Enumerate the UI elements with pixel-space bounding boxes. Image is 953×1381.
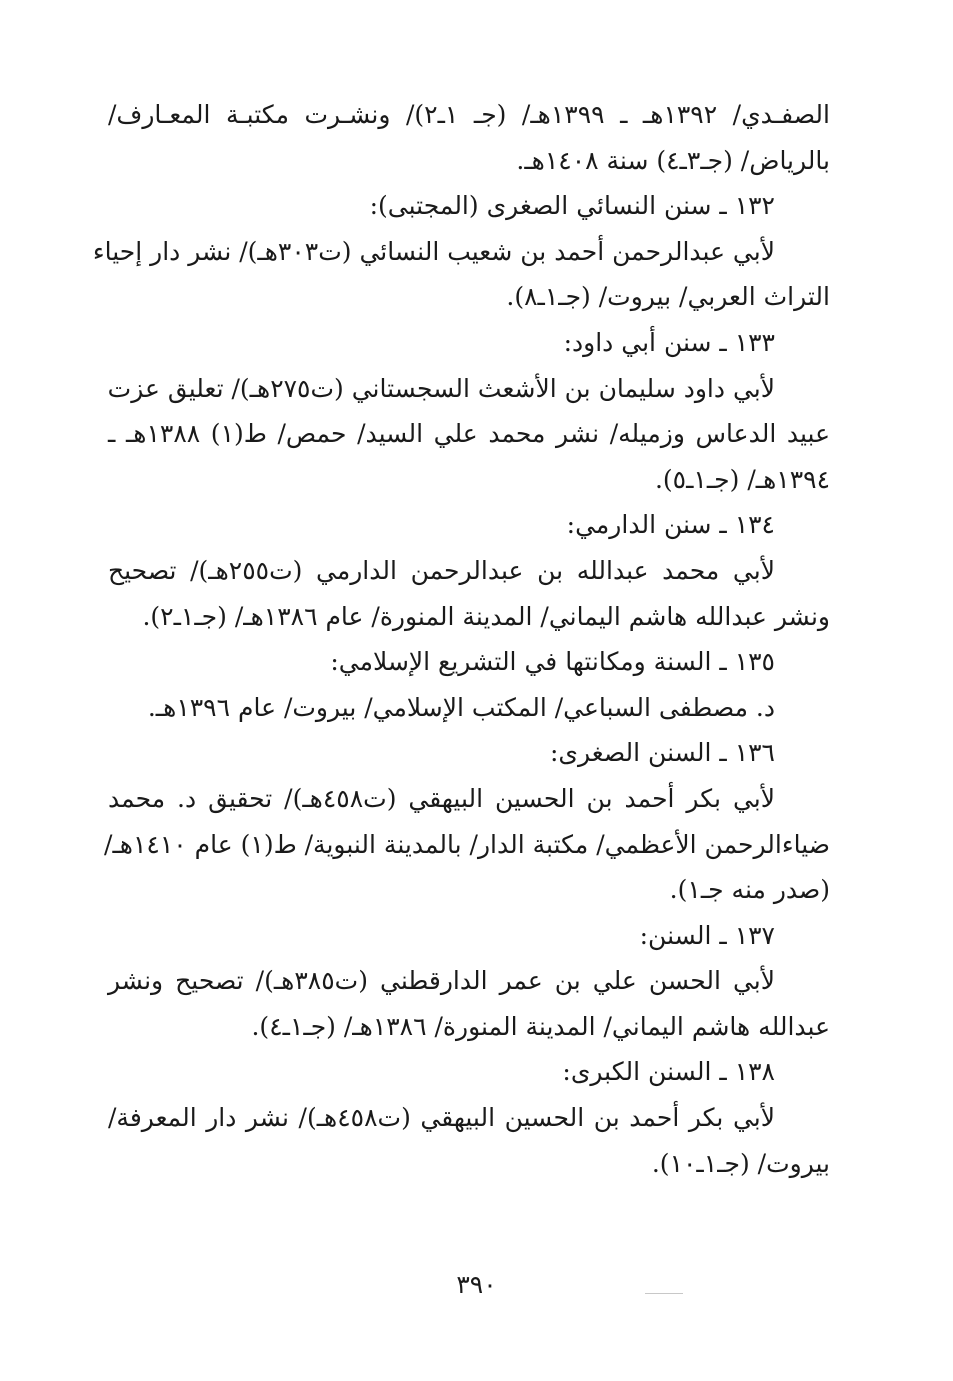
entry-137-line-2: عبدالله هاشم اليماني/ المدينة المنورة/ ١٣٨٦هـ/ (جـ١ـ٤). bbox=[251, 1011, 830, 1041]
entry-132-line-1: لأبي عبدالرحمن أحمد بن شعيب النسائي (ت٣٠٣هـ)/ نشر دار إحياء bbox=[92, 236, 775, 266]
entry-136-line-3: (صدر منه جـ١). bbox=[669, 875, 830, 905]
bibliography-text bbox=[92, 92, 831, 1186]
entry-137-heading: ١٣٧ ـ السنن: bbox=[639, 920, 775, 950]
entry-132-line-2: التراث العربي/ بيروت/ (جـ١ـ٨). bbox=[506, 282, 830, 312]
entry-138-line-2: بيروت/ (جـ١ـ١٠). bbox=[651, 1148, 830, 1178]
entry-135-line-1: د. مصطفى السباعي/ المكتب الإسلامي/ بيروت/ عام ١٣٩٦هـ. bbox=[147, 692, 775, 722]
entry-137-line-1: لأبي الحسن علي بن عمر الدارقطني (ت٣٨٥هـ)/ تصحيح ونشر bbox=[108, 966, 775, 996]
entry-133-line-1: لأبي داود سليمان بن الأشعث السجستاني (ت٢٧٥هـ)/ تعليق عزت bbox=[107, 373, 775, 403]
entry-134-line-1: لأبي محمد عبدالله بن عبدالرحمن الدارمي (ت٢٥٥هـ)/ تصحيح bbox=[108, 555, 775, 585]
entry-134-line-2: ونشر عبدالله هاشم اليماني/ المدينة المنورة/ عام ١٣٨٦هـ/ (جـ١ـ٢). bbox=[142, 601, 830, 631]
entry-132-heading: ١٣٢ ـ سنن النسائي الصغرى (المجتبى): bbox=[369, 191, 775, 221]
entry-135-heading: ١٣٥ ـ السنة ومكانتها في التشريع الإسلامي: bbox=[330, 647, 775, 677]
entry-133-line-2: عبيد الدعاس وزميله/ نشر محمد علي السيد/ حمص/ ط(١) ١٣٨٨هـ ـ bbox=[108, 419, 831, 449]
entry-133-heading: ١٣٣ ـ سنن أبي داود: bbox=[563, 327, 775, 357]
entry-131-continuation-line-1: الصفـدي/ ١٣٩٢هـ ـ ١٣٩٩هـ/ (جـ ١ـ٢)/ ونشـرت مكتبـة المعـارف/ bbox=[108, 100, 830, 129]
entry-133-line-3: ١٣٩٤هـ/ (جـ١ـ٥). bbox=[654, 464, 830, 494]
entry-136-line-2: ضياءالرحمن الأعظمي/ مكتبة الدار/ بالمدينة النبوية/ ط(١) عام ١٤١٠هـ/ bbox=[104, 829, 830, 859]
entry-136-line-1: لأبي بكر أحمد بن الحسين البيهقي (ت٤٥٨هـ)/ تحقيق د. محمد bbox=[108, 783, 775, 813]
page-number: ٣٩٠ bbox=[456, 1270, 497, 1299]
scan-artifact-mark bbox=[645, 1293, 683, 1294]
entry-138-line-1: لأبي بكر أحمد بن الحسين البيهقي (ت٤٥٨هـ)/ نشر دار المعرفة/ bbox=[108, 1103, 775, 1133]
entry-136-heading: ١٣٦ ـ السنن الصغرى: bbox=[550, 738, 775, 768]
entry-131-continuation-line-2: بالرياض/ (جـ٣ـ٤) سنة ١٤٠٨هـ. bbox=[516, 145, 830, 175]
entry-134-heading: ١٣٤ ـ سنن الدارمي: bbox=[566, 510, 775, 540]
entry-138-heading: ١٣٨ ـ السنن الكبرى: bbox=[562, 1057, 775, 1087]
